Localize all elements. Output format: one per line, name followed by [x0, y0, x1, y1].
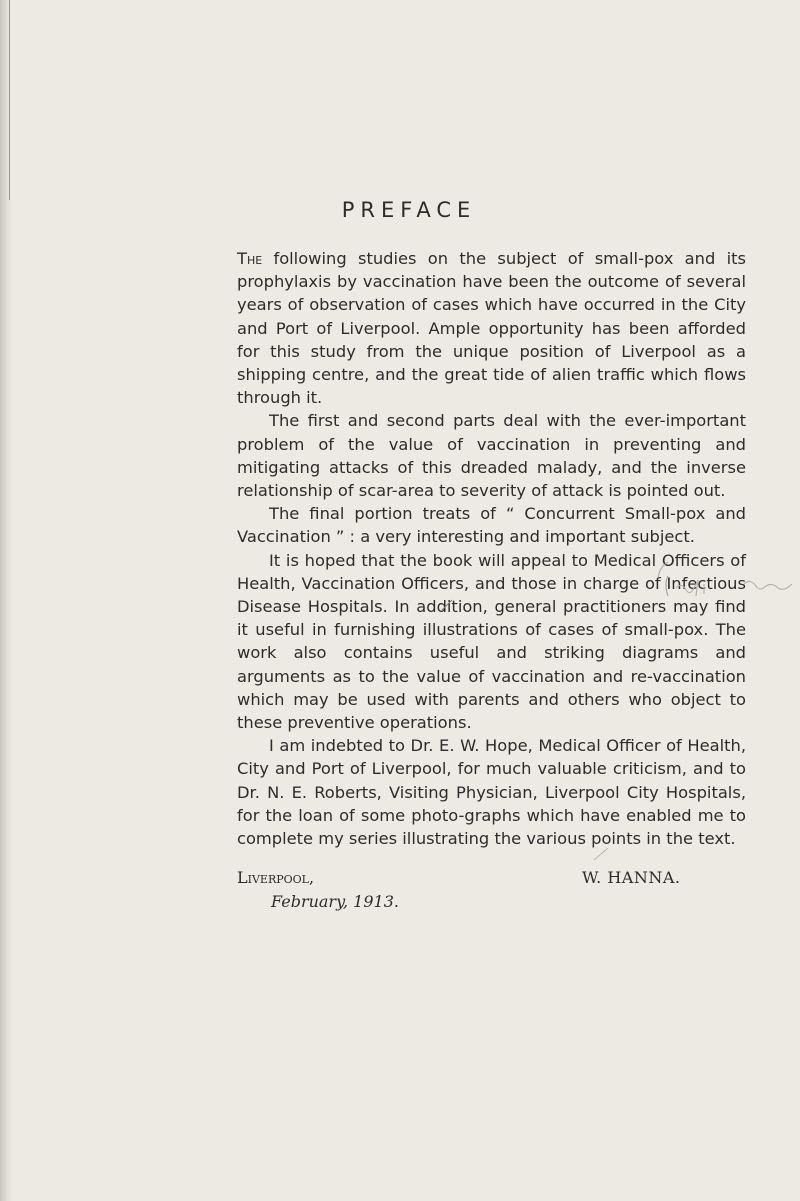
- page-title: PREFACE: [341, 198, 477, 222]
- paragraph-4: It is hoped that the book will appeal to Medical Officers of Health, Vaccination Officers, and those in charge of Infectious Disease Hospitals. In addition, general practitioners may find it useful in furnishing illustrations of cases of small-pox. The work also contains useful and striking diagrams and arguments as to the value of vaccination and re-vaccination which may be used with parents and others who object to these preventive operations.: [237, 550, 746, 733]
- page-edge-line: [9, 0, 10, 200]
- ink-stroke-mark: [440, 598, 456, 614]
- paragraph-1-lead: The: [237, 249, 263, 268]
- signoff-place: Liverpool,: [237, 868, 315, 887]
- paragraph-5: I am indebted to Dr. E. W. Hope, Medical Officer of Health, City and Port of Liverpool, for much valuable criticism, and to Dr. N. E. Roberts, Visiting Physician, Liverpool City Hospitals, for the loan of some photo-graphs which have enabled me to complete my series illustrating the various points in the text.: [237, 736, 746, 849]
- paragraph-2: The first and second parts deal with the ever-important problem of the value of vaccination in preventing and mitigating attacks of this dreaded malady, and the inverse relationship of scar-area to severity of attack is pointed out.: [237, 411, 746, 501]
- page-edge-shadow: [0, 0, 12, 1201]
- paragraph-1-text: following studies on the subject of small-pox and its prophylaxis by vaccination have been the outcome of several years of observation of cases which have occurred in the City and Port of Liverpool. Ample opportunity has been afforded for this study from the unique position of Liverpool as a shipping centre, and the great tide of alien traffic which flows through it.: [237, 249, 746, 408]
- signoff-date: February, 1913.: [271, 892, 399, 911]
- paragraph-3: The final portion treats of “ Concurrent Small-pox and Vaccination ” : a very interesting and important subject.: [237, 504, 746, 547]
- pencil-annotation: [660, 562, 800, 612]
- margin-mark: [656, 560, 670, 580]
- pencil-tick-mark: [592, 846, 612, 862]
- preface-body: [237, 247, 746, 850]
- paragraph-1: [237, 247, 746, 409]
- signoff-author: W. HANNA.: [582, 868, 681, 887]
